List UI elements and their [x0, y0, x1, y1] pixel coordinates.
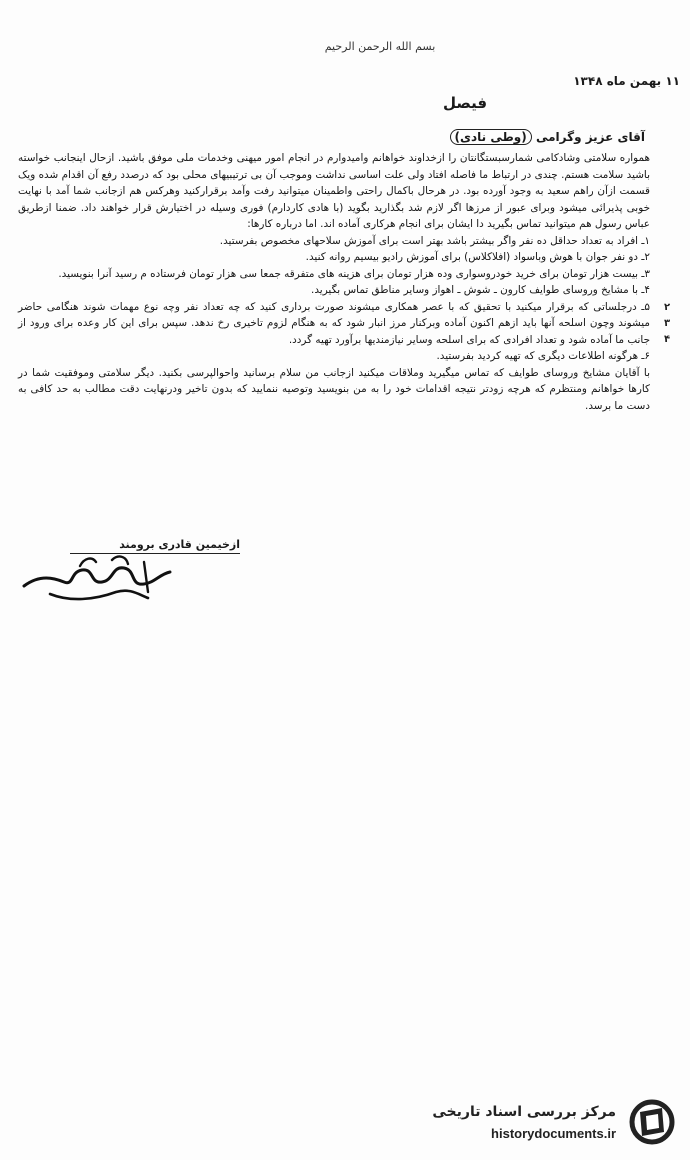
closing-paragraph: با آقایان مشایخ وروسای طوایف که تماس میگیرید وملاقات میکنید ازجانب من سلام برسانید واحوالپرسی بکنید. دیگر سلامتی وموفقیت شما در کارها خواهانم ومنتظرم که هرچه زودتر نتیجه اقدامات خود را به من بنویسید وتوصیه ننمایید که بدون تاخیر ودرنهایت دقت مطالب به حد کافی به دست ما برسد.: [18, 366, 650, 412]
watermark: [400, 1092, 682, 1152]
margin-annotations: [664, 300, 688, 348]
document-date: ۱۱ بهمن ماه ۱۳۴۸: [573, 74, 680, 88]
margin-mark: ۲: [664, 302, 671, 313]
list-item: ۴ـ با مشایخ وروسای طوایف کارون ـ شوش ـ اهواز وسایر مناطق تماس بگیرید.: [311, 284, 650, 296]
handwritten-signature: [20, 548, 180, 608]
watermark-title: مرکز بررسی اسناد تاریخی: [432, 1104, 616, 1120]
margin-mark: ۳: [664, 318, 671, 329]
bismillah-header: بسم الله الرحمن الرحیم: [324, 40, 436, 53]
salutation-boxed-name: (وطی نادی): [450, 129, 532, 145]
list-item: ۳ـ بیست هزار تومان برای خرید خودروسواری وده هزار تومان برای هزینه های متفرقه جمعا سی هزار تومان فرستاده م رسید آنرا بنویسید.: [58, 267, 650, 280]
archive-logo-icon: [624, 1098, 680, 1146]
list-item: ۲ـ دو نفر جوان با هوش وباسواد (افلاکلاس) برای آموزش رادیو بیسیم روانه کنید.: [305, 251, 650, 263]
salutation-prefix: آقای عزیز وگرامی: [535, 130, 645, 144]
watermark-url: historydocuments.ir: [491, 1126, 616, 1141]
instruction-list: [18, 233, 650, 365]
signer-name: ازخیمین قادری برومند: [70, 538, 240, 551]
salutation: [370, 130, 645, 144]
list-item: ۱ـ افراد به تعداد حداقل ده نفر واگر بیشتر باشد بهتر است برای آموزش سلاحهای مخصوص بفرستید.: [219, 234, 650, 247]
list-item: ۵ـ درجلساتی که برقرار میکنید با تحقیق که با عصر همکاری میشوند صورت برداری کنید که چه تعداد نفر وچه نوع مهمات شوند هنگامی حاضر میشوند وچون اسلحه آنها باید ازهم اکنون آماده وبرکنار مرز انبار شود که به هنگام لزوم تاخیری رخ ندهد. سپس برای این کار وعده برای ورود از جانب ما آماده شود و تعداد افرادی که برای اسلحه وسایر نیازمندیها برآورد تهیه گردد.: [18, 300, 650, 346]
letter-paragraph: همواره سلامتی وشادکامی شمارسبستگانتان را ازخداوند خواهانم وامیدوارم در انجام امور میهنی وخدمات ملی موفق باشید. ازحال اینجانب خواسته باشید سلامت هستم. چندی در ارتباط ما فاصله افتاد ولی علت اساسی نداشت وموجب آن بی ترتیبیهای محلی بود که درصدد رفع آن اقدام شده ویک قسمت ازآن راهم سعید به وجود آورده بود. در هرحال باکمال راحتی واطمینان میتوانید رفت وآمد برقرارکنید وهرکس هم ازجانب شما آمد با نهایت خوبی پذیرائی میشود وبرای عبور از مرزها اگر لازم شد بگذارید بگوید (با هادی کاردارم) فوری وسیله در اختیارش قرار خواهند داد. ضمنا ازطریق عباس رسول هم میتوانید تماس بگیرید دا ایشان برای انجام هرکاری آماده اند. اما درباره کارها:: [18, 152, 650, 230]
letter-body: [18, 150, 650, 414]
margin-mark: ۴: [664, 334, 671, 345]
list-item: ۶ـ هرگونه اطلاعات دیگری که تهیه کردید بفرستید.: [436, 350, 650, 362]
document-heading: فیصل: [442, 94, 488, 112]
